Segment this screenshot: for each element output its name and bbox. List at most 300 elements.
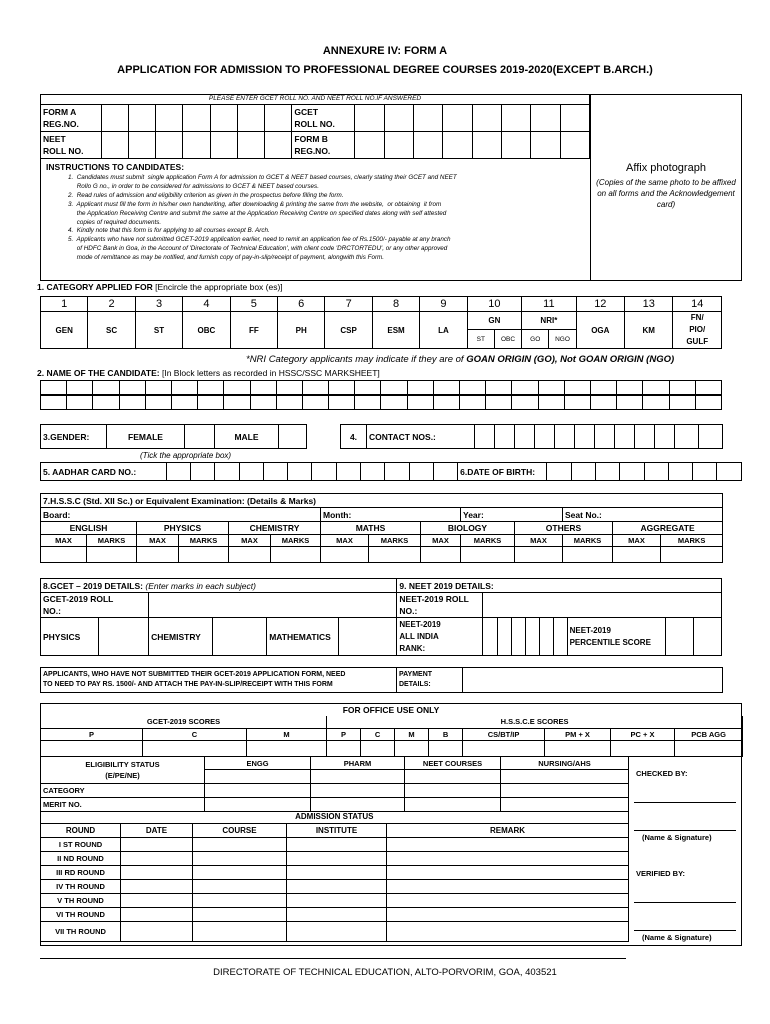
footer-rule: [40, 958, 626, 959]
category-km[interactable]: KM: [625, 312, 673, 349]
marks-header: MARKS: [661, 535, 723, 547]
office-category-cell[interactable]: [311, 784, 405, 798]
name-heading: 2. NAME OF THE CANDIDATE: [In Block letters as recorded in HSSC/SSC MARKSHEET]: [37, 368, 380, 378]
round-label: III RD ROUND: [41, 865, 121, 879]
score-col-p: P: [41, 728, 143, 740]
dob-cell[interactable]: [595, 463, 619, 481]
contact-cell[interactable]: [595, 425, 615, 449]
instruction-line: Rollo G no., in order to be considered for admissions to GCET & NEET based courses.: [68, 182, 319, 190]
admission-cell[interactable]: [193, 879, 287, 893]
eligibility-table: [40, 756, 629, 812]
contact-cell[interactable]: [615, 425, 635, 449]
admission-cell[interactable]: [387, 907, 629, 921]
neet-roll-label: NEET-2019 ROLL NO.:: [397, 593, 483, 618]
score-col-m: M: [395, 728, 429, 740]
subject-chemistry: CHEMISTRY: [229, 522, 321, 535]
contact-cell[interactable]: [555, 425, 575, 449]
score-cell[interactable]: [361, 740, 395, 756]
admission-cell[interactable]: [287, 837, 387, 851]
male-checkbox[interactable]: [279, 425, 307, 449]
office-category-label: CATEGORY: [41, 784, 205, 798]
neet-rank-cell[interactable]: [525, 618, 539, 656]
elig-cell[interactable]: [405, 770, 501, 784]
admission-cell[interactable]: [121, 893, 193, 907]
elig-cell[interactable]: [311, 770, 405, 784]
instruction-line: the Application Receiving Centre and submit the same at the Application Receiving Centre on specified dates along with self attested: [68, 209, 447, 217]
contact-cell[interactable]: [675, 425, 699, 449]
aadhar-cell[interactable]: [409, 463, 433, 481]
contact-cell[interactable]: [655, 425, 675, 449]
form-b-reg-cell[interactable]: [384, 132, 413, 159]
aadhar-cell[interactable]: [336, 463, 360, 481]
admission-cell[interactable]: [121, 907, 193, 921]
category-table: [40, 296, 722, 349]
score-cell[interactable]: [395, 740, 429, 756]
score-cell[interactable]: [41, 740, 143, 756]
admission-cell[interactable]: [121, 921, 193, 941]
subject-others: OTHERS: [515, 522, 613, 535]
merit-cell[interactable]: [405, 798, 501, 812]
neet-roll-cell[interactable]: [101, 132, 128, 159]
dob-cell[interactable]: [547, 463, 571, 481]
category-oga[interactable]: OGA: [576, 312, 624, 349]
male-label: MALE: [215, 425, 279, 449]
form-a-reg-label: FORM A REG.NO.: [41, 105, 102, 132]
category-sub-ngo[interactable]: NGO: [549, 330, 576, 349]
score-cell[interactable]: [611, 740, 675, 756]
contact-cell[interactable]: [635, 425, 655, 449]
instruction-line: 3. Applicant must fill the form in his/her own handwriting, after downloading & printing the same from the website, or obtaining it from: [68, 200, 442, 208]
score-col-c: C: [143, 728, 247, 740]
gender-label: 3.GENDER:: [41, 425, 107, 449]
neet-heading: 9. NEET 2019 DETAILS:: [397, 579, 722, 593]
gcet-heading: 8.GCET – 2019 DETAILS: (Enter marks in each subject): [41, 579, 397, 593]
subject-english: ENGLISH: [41, 522, 137, 535]
contact-cell[interactable]: [495, 425, 515, 449]
dob-cell[interactable]: [693, 463, 717, 481]
neet-roll-cell[interactable]: [183, 132, 210, 159]
form-a-reg-cell[interactable]: [265, 105, 292, 132]
photo-note: (Copies of the same photo to be affixed on all forms and the Acknowledgement card): [596, 178, 736, 209]
score-cell[interactable]: [143, 740, 247, 756]
gcet-roll-label: GCET ROLL NO.: [292, 105, 355, 132]
dob-cell[interactable]: [644, 463, 668, 481]
round-label: IV TH ROUND: [41, 879, 121, 893]
elig-col-pharm: PHARM: [311, 757, 405, 770]
form-b-reg-cell[interactable]: [501, 132, 530, 159]
form-a-reg-cell[interactable]: [156, 105, 183, 132]
category-sub-obc[interactable]: OBC: [494, 330, 521, 349]
round-label: V TH ROUND: [41, 893, 121, 907]
subject-biology: BIOLOGY: [421, 522, 515, 535]
gcet-roll-cell[interactable]: [560, 105, 589, 132]
aadhar-cell[interactable]: [239, 463, 263, 481]
aadhar-cell[interactable]: [385, 463, 409, 481]
office-use-heading: FOR OFFICE USE ONLY: [342, 705, 440, 715]
gcet-roll-label: GCET-2019 ROLL NO.:: [41, 593, 149, 618]
verified-by-label: VERIFIED BY:: [636, 869, 686, 878]
hssc-year[interactable]: Year:: [461, 508, 563, 522]
female-checkbox[interactable]: [185, 425, 215, 449]
marks-cell[interactable]: [321, 547, 369, 563]
category-nri[interactable]: NRI*: [522, 312, 576, 330]
category-st[interactable]: ST: [135, 312, 182, 349]
max-header: MAX: [321, 535, 369, 547]
admission-cell[interactable]: [287, 879, 387, 893]
contact-cell[interactable]: [515, 425, 535, 449]
contact-cell[interactable]: [699, 425, 723, 449]
gcet-physics-input[interactable]: [99, 618, 149, 656]
instruction-line: copies of required documents.: [68, 218, 162, 226]
gender-table: [40, 424, 307, 449]
gcet-chemistry-input[interactable]: [213, 618, 267, 656]
photo-title: Affix photograph: [626, 162, 706, 174]
marks-cell[interactable]: [369, 547, 421, 563]
category-number: 9: [420, 297, 467, 312]
office-category-cell[interactable]: [501, 784, 629, 798]
name-row-2[interactable]: [40, 395, 722, 410]
marks-header: MARKS: [271, 535, 321, 547]
marks-header: MARKS: [179, 535, 229, 547]
payment-details-label: PAYMENT DETAILS:: [397, 668, 463, 693]
admission-cell[interactable]: [387, 893, 629, 907]
checked-by-line[interactable]: [634, 802, 736, 803]
neet-rank-label: NEET-2019 ALL INDIA RANK:: [397, 618, 483, 656]
neet-percentile-cell[interactable]: [665, 618, 693, 656]
gcet-maths-label: MATHEMATICS: [267, 618, 339, 656]
roll-notice: PLEASE ENTER GCET ROLL NO. AND NEET ROLL NO.IF ANSWERED: [208, 95, 422, 102]
admission-table: [40, 811, 629, 942]
hssc-heading: 7.H.S.S.C (Std. XII Sc.) or Equivalent Examination: (Details & Marks): [41, 494, 723, 508]
office-category-cell[interactable]: [405, 784, 501, 798]
neet-roll-cell[interactable]: [210, 132, 237, 159]
footer-address: DIRECTORATE OF TECHNICAL EDUCATION, ALTO-PORVORIM, GOA, 403521: [213, 967, 557, 978]
admission-cell[interactable]: [121, 837, 193, 851]
aadhar-cell[interactable]: [166, 463, 190, 481]
photo-divider: [590, 94, 592, 281]
elig-col-neet: NEET COURSES: [405, 757, 501, 770]
neet-roll-input[interactable]: [483, 593, 722, 618]
marks-cell[interactable]: [421, 547, 461, 563]
verified-signature-label: (Name & Signature): [642, 933, 712, 942]
subject-maths: MATHS: [321, 522, 421, 535]
score-col-m: M: [247, 728, 327, 740]
aadhar-cell[interactable]: [312, 463, 336, 481]
round-label: VI TH ROUND: [41, 907, 121, 921]
score-col-c: C: [361, 728, 395, 740]
form-a-reg-cell[interactable]: [129, 105, 156, 132]
neet-roll-cell[interactable]: [156, 132, 183, 159]
admission-status-heading: ADMISSION STATUS: [41, 811, 629, 823]
neet-rank-cell[interactable]: [553, 618, 567, 656]
form-a-reg-cell[interactable]: [237, 105, 264, 132]
name-row-1[interactable]: [40, 380, 722, 395]
gcet-roll-cell[interactable]: [531, 105, 560, 132]
admission-cell[interactable]: [387, 865, 629, 879]
dob-cell[interactable]: [571, 463, 595, 481]
gcet-roll-cell[interactable]: [413, 105, 442, 132]
adm-col-date: DATE: [121, 823, 193, 837]
marks-cell[interactable]: [41, 547, 87, 563]
instruction-line: 2. Read rules of admission and eligibility criterion as given in the prospectus before filling the form.: [68, 191, 344, 199]
admission-cell[interactable]: [287, 893, 387, 907]
category-number: 6: [278, 297, 325, 312]
admission-cell[interactable]: [193, 893, 287, 907]
neet-roll-cell[interactable]: [265, 132, 292, 159]
adm-col-remark: REMARK: [387, 823, 629, 837]
score-col-b: B: [429, 728, 463, 740]
admission-cell[interactable]: [193, 907, 287, 921]
score-cell[interactable]: [247, 740, 327, 756]
hssc-month[interactable]: Month:: [321, 508, 461, 522]
marks-cell[interactable]: [613, 547, 661, 563]
neet-roll-cell[interactable]: [237, 132, 264, 159]
score-col-pcb-agg: PCB AGG: [675, 728, 743, 740]
form-b-reg-cell[interactable]: [443, 132, 472, 159]
gcet-roll-cell[interactable]: [472, 105, 501, 132]
category-number: 13: [625, 297, 673, 312]
aadhar-cell[interactable]: [215, 463, 239, 481]
merit-cell[interactable]: [501, 798, 629, 812]
neet-rank-cell[interactable]: [483, 618, 497, 656]
gcet-neet-table: [40, 578, 722, 656]
hssc-seat[interactable]: Seat No.:: [563, 508, 723, 522]
marks-cell[interactable]: [179, 547, 229, 563]
elig-col-engg: ENGG: [205, 757, 311, 770]
verified-sign-line[interactable]: [634, 930, 736, 931]
admission-cell[interactable]: [387, 837, 629, 851]
category-sc[interactable]: SC: [88, 312, 135, 349]
elig-cell[interactable]: [205, 770, 311, 784]
score-cell[interactable]: [545, 740, 611, 756]
gender-tick-note: (Tick the appropriate box): [140, 451, 232, 460]
merit-label: MERIT NO.: [41, 798, 205, 812]
score-cell[interactable]: [429, 740, 463, 756]
contact-label: CONTACT NOS.:: [367, 425, 475, 449]
score-cell[interactable]: [327, 740, 361, 756]
category-fn-pio-gulf[interactable]: FN/ PIO/ GULF: [673, 312, 722, 349]
max-header: MAX: [421, 535, 461, 547]
instructions-list: [68, 174, 588, 263]
category-number: 10: [467, 297, 521, 312]
score-cell[interactable]: [463, 740, 545, 756]
form-b-reg-cell[interactable]: [355, 132, 384, 159]
admission-cell[interactable]: [193, 921, 287, 941]
merit-cell[interactable]: [205, 798, 311, 812]
hssce-scores-header: H.S.S.C.E SCORES: [327, 716, 743, 728]
category-ff[interactable]: FF: [230, 312, 277, 349]
score-col-p: P: [327, 728, 361, 740]
hssc-table: [40, 493, 723, 563]
office-category-cell[interactable]: [205, 784, 311, 798]
elig-cell[interactable]: [501, 770, 629, 784]
category-number: 4: [183, 297, 230, 312]
category-number: 14: [673, 297, 722, 312]
payment-note: APPLICANTS, WHO HAVE NOT SUBMITTED THEIR GCET-2019 APPLICATION FORM, NEED TO NEED TO PAY RS. 1500/- AND ATTACH THE PAY-IN-SLIP/RECEIPT WITH THIS FORM: [41, 668, 397, 693]
aadhar-cell[interactable]: [360, 463, 384, 481]
adm-col-course: COURSE: [193, 823, 287, 837]
marks-cell[interactable]: [271, 547, 321, 563]
female-label: FEMALE: [107, 425, 185, 449]
gcet-maths-input[interactable]: [339, 618, 397, 656]
round-label: II ND ROUND: [41, 851, 121, 865]
category-obc[interactable]: OBC: [183, 312, 230, 349]
category-number: 5: [230, 297, 277, 312]
marks-cell[interactable]: [661, 547, 723, 563]
payment-table: [40, 667, 723, 693]
category-gen[interactable]: GEN: [41, 312, 88, 349]
form-b-reg-cell[interactable]: [531, 132, 560, 159]
merit-cell[interactable]: [311, 798, 405, 812]
category-sub-st[interactable]: ST: [467, 330, 494, 349]
gcet-roll-input[interactable]: [149, 593, 397, 618]
instruction-line: of HDFC Bank in Goa, in the Account of 'Directorate of Technical Education', with client code 'DRCTORTEDU', or any other approved: [68, 245, 448, 253]
aadhar-cell[interactable]: [263, 463, 287, 481]
marks-header: MARKS: [369, 535, 421, 547]
admission-cell[interactable]: [287, 851, 387, 865]
aadhar-cell[interactable]: [433, 463, 457, 481]
marks-cell[interactable]: [563, 547, 613, 563]
form-b-reg-cell[interactable]: [560, 132, 589, 159]
admission-cell[interactable]: [387, 879, 629, 893]
instruction-line: 1. Candidates must submit single application Form A for admission to GCET & NEET based courses, clearly stating their GCET and NEET: [68, 174, 457, 181]
category-number: 8: [372, 297, 419, 312]
subject-aggregate: AGGREGATE: [613, 522, 723, 535]
checked-signature-label: (Name & Signature): [642, 833, 712, 842]
checked-by-label: CHECKED BY:: [636, 769, 688, 778]
round-label: VII TH ROUND: [41, 921, 121, 941]
category-sub-go[interactable]: GO: [522, 330, 549, 349]
verified-by-line[interactable]: [634, 902, 736, 903]
dob-cell[interactable]: [620, 463, 644, 481]
aadhar-dob-table: [40, 462, 742, 481]
aadhar-cell[interactable]: [288, 463, 312, 481]
contact-cell[interactable]: [475, 425, 495, 449]
dob-label: 6.DATE OF BIRTH:: [458, 463, 547, 481]
category-number: 12: [576, 297, 624, 312]
checked-sign-line[interactable]: [634, 830, 736, 831]
max-header: MAX: [41, 535, 87, 547]
subject-physics: PHYSICS: [137, 522, 229, 535]
marks-header: MARKS: [87, 535, 137, 547]
neet-rank-cell[interactable]: [511, 618, 525, 656]
gcet-roll-cell[interactable]: [384, 105, 413, 132]
admission-cell[interactable]: [121, 851, 193, 865]
adm-col-round: ROUND: [41, 823, 121, 837]
marks-cell[interactable]: [137, 547, 179, 563]
aadhar-label: 5. AADHAR CARD NO.:: [41, 463, 167, 481]
form-a-reg-cell[interactable]: [183, 105, 210, 132]
form-a-reg-cell[interactable]: [101, 105, 128, 132]
dob-cell[interactable]: [717, 463, 742, 481]
hssc-board[interactable]: Board:: [41, 508, 321, 522]
category-heading: 1. CATEGORY APPLIED FOR [Encircle the appropriate box (es)]: [37, 282, 283, 292]
form-title: APPLICATION FOR ADMISSION TO PROFESSIONAL DEGREE COURSES 2019-2020(EXCEPT B.ARCH.): [117, 64, 653, 76]
gcet-roll-cell[interactable]: [501, 105, 530, 132]
elig-col-nursing: NURSING/AHS: [501, 757, 629, 770]
contact-cell[interactable]: [575, 425, 595, 449]
round-label: I ST ROUND: [41, 837, 121, 851]
score-col-pm-x: PM + X: [545, 728, 611, 740]
max-header: MAX: [229, 535, 271, 547]
max-header: MAX: [137, 535, 179, 547]
instruction-line: 5. Applicants who have not submitted GCET-2019 application earlier, need to remit an application fee of Rs.1500/- payable at any branch: [68, 236, 451, 244]
neet-rank-cell[interactable]: [539, 618, 553, 656]
marks-header: MARKS: [563, 535, 613, 547]
admission-cell[interactable]: [387, 921, 629, 941]
nri-note: *NRI Category applicants may indicate if they are of GOAN ORIGIN (GO), Not GOAN ORIGIN (NGO): [246, 354, 675, 365]
admission-cell[interactable]: [387, 851, 629, 865]
admission-cell[interactable]: [193, 851, 287, 865]
marks-header: MARKS: [461, 535, 515, 547]
category-esm[interactable]: ESM: [372, 312, 419, 349]
admission-cell[interactable]: [121, 879, 193, 893]
marks-cell[interactable]: [87, 547, 137, 563]
marks-cell[interactable]: [229, 547, 271, 563]
gcet-roll-cell[interactable]: [355, 105, 384, 132]
category-la[interactable]: LA: [420, 312, 467, 349]
neet-rank-cell[interactable]: [497, 618, 511, 656]
instruction-line: 4. Kindly note that this form is for applying to all courses except B. Arch.: [68, 227, 270, 235]
contact-table: [340, 424, 723, 449]
admission-cell[interactable]: [193, 837, 287, 851]
gcet-roll-cell[interactable]: [443, 105, 472, 132]
category-number: 11: [522, 297, 576, 312]
adm-col-institute: INSTITUTE: [287, 823, 387, 837]
admission-cell[interactable]: [287, 865, 387, 879]
score-cell[interactable]: [675, 740, 743, 756]
neet-roll-cell[interactable]: [129, 132, 156, 159]
form-a-reg-cell[interactable]: [210, 105, 237, 132]
gcet-chemistry-label: CHEMISTRY: [149, 618, 213, 656]
form-b-reg-cell[interactable]: [413, 132, 442, 159]
category-csp[interactable]: CSP: [325, 312, 372, 349]
score-col-cs-bt-ip: CS/BT/IP: [463, 728, 545, 740]
category-number: 2: [88, 297, 135, 312]
max-header: MAX: [515, 535, 563, 547]
admission-cell[interactable]: [287, 907, 387, 921]
eligibility-label: ELIGIBILITY STATUS (E/PE/NE): [41, 757, 205, 784]
gcet-scores-header: GCET-2019 SCORES: [41, 716, 327, 728]
category-gn[interactable]: GN: [467, 312, 521, 330]
category-ph[interactable]: PH: [278, 312, 325, 349]
neet-percentile-label: NEET-2019 PERCENTILE SCORE: [567, 618, 665, 656]
marks-cell[interactable]: [515, 547, 563, 563]
max-header: MAX: [613, 535, 661, 547]
form-b-reg-label: FORM B REG.NO.: [292, 132, 355, 159]
marks-cell[interactable]: [461, 547, 515, 563]
instructions-title: INSTRUCTIONS TO CANDIDATES:: [46, 162, 185, 172]
admission-cell[interactable]: [287, 921, 387, 941]
contact-cell[interactable]: [535, 425, 555, 449]
admission-cell[interactable]: [121, 865, 193, 879]
admission-cell[interactable]: [193, 865, 287, 879]
score-col-pc-x: PC + X: [611, 728, 675, 740]
form-b-reg-cell[interactable]: [472, 132, 501, 159]
gcet-physics-label: PHYSICS: [41, 618, 99, 656]
neet-percentile-cell[interactable]: [693, 618, 721, 656]
category-number: 1: [41, 297, 88, 312]
dob-cell[interactable]: [668, 463, 692, 481]
category-number: 7: [325, 297, 372, 312]
contact-number-label: 4.: [341, 425, 367, 449]
annexure-title: ANNEXURE IV: FORM A: [322, 45, 448, 57]
scores-table: [40, 716, 743, 757]
neet-roll-label: NEET ROLL NO.: [41, 132, 102, 159]
payment-details-input[interactable]: [463, 668, 723, 693]
aadhar-cell[interactable]: [190, 463, 214, 481]
instruction-line: mode of remittance as may be notified, and furnish copy of pay-in-slip/receipt of payment, alongwith this Form.: [68, 254, 385, 262]
